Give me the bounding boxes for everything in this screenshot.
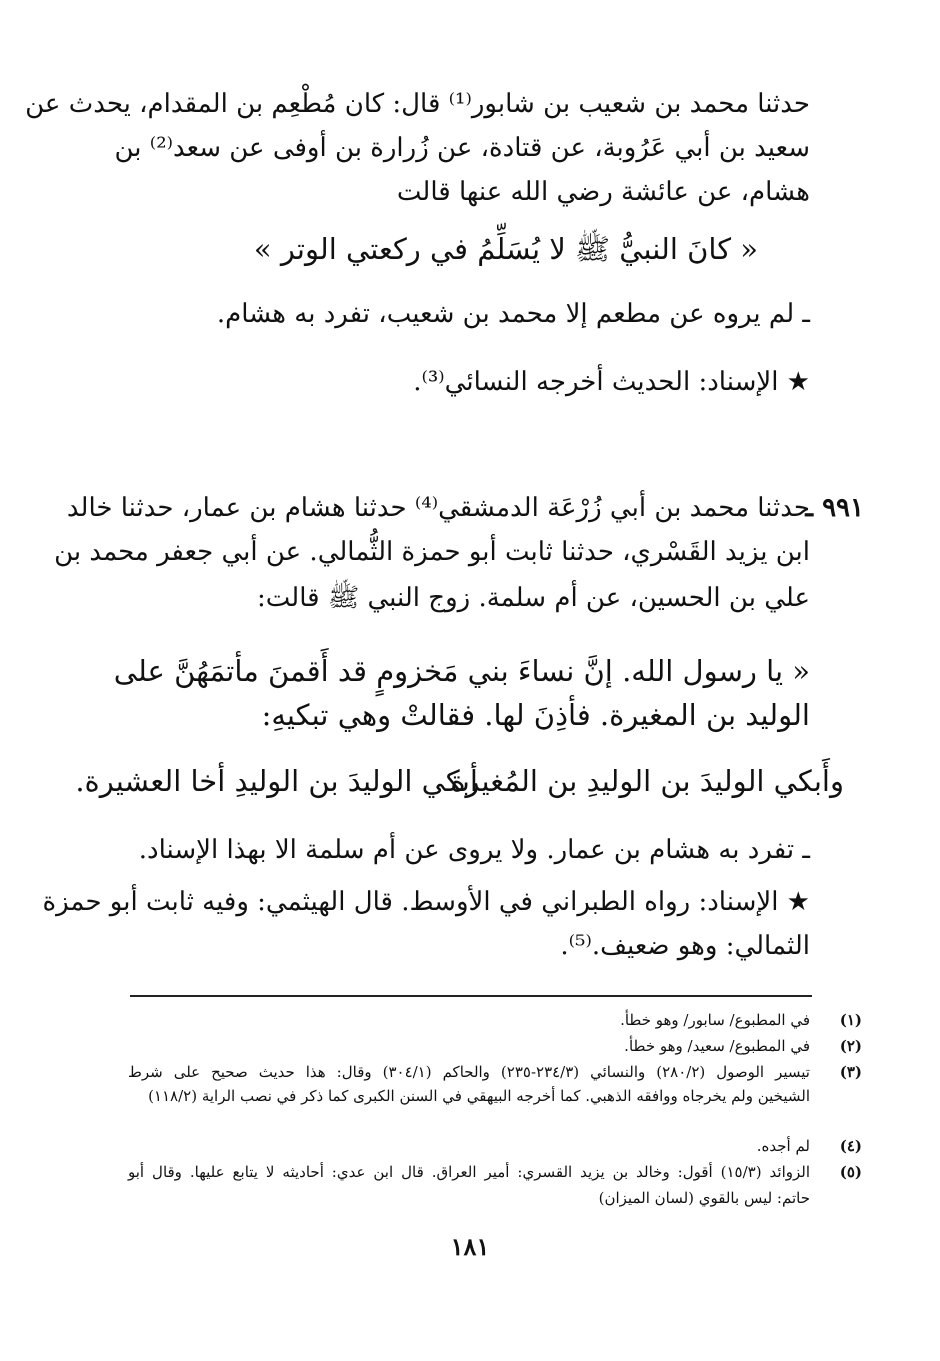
isnad-grading: الثمالي: وهو ضعيف.⁽⁵⁾.	[560, 931, 810, 961]
isnad-line: هشام، عن عائشة رضي الله عنها قالت	[396, 177, 810, 207]
hadith-matn: « كانَ النبيُّ ﷺ لا يُسَلِّمُ في ركعتي الوتر »	[253, 232, 758, 266]
footnote-mark: (٣)	[839, 1063, 862, 1081]
footnote-separator	[130, 995, 812, 997]
hadith-matn-line: « يا رسول الله. إنَّ نساءَ بني مَخزومٍ قد أَقمنَ مأتمَهُنَّ على	[113, 654, 810, 688]
footnote-text: الشيخين ولم يخرجاه ووافقه الذهبي. كما أخرجه البيهقي في السنن الكبرى كما ذكر في نصب الراية (١١٨/٢)	[148, 1087, 810, 1105]
footnote-text: حاتم: ليس بالقوي (لسان الميزان)	[598, 1189, 810, 1207]
isnad-line: ابن يزيد القَسْري، حدثنا ثابت أبو حمزة الثُّمالي. عن أبي جعفر محمد بن	[54, 537, 810, 567]
hadith-number: ٩٩١ ـ	[805, 493, 864, 523]
hadith-matn-line: الوليد بن المغيرة. فأذِنَ لها. فقالتْ وهي تبكيهِ:	[261, 698, 810, 732]
footnote-text: لم أجده.	[756, 1137, 810, 1155]
footnote-mark: (١)	[839, 1011, 862, 1029]
footnote-text: الزوائد (١٥/٣) أقول: وخالد بن يزيد القسري: أمير العراق. قال ابن عدي: أحاديثه لا يتابع عليها. وقال أبو	[128, 1163, 811, 1181]
hadith-note: ـ تفرد به هشام بن عمار. ولا يروى عن أم سلمة الا بهذا الإسناد.	[138, 835, 810, 865]
poem-hemistich-right: وأَبكي الوليدَ بن الوليدِ بن المُغيرة	[450, 764, 844, 798]
footnote-text: في المطبوع/ سابور/ وهو خطأ.	[620, 1011, 810, 1029]
poem-hemistich-left: أبكي الوليدَ بن الوليدِ أخا العشيرة.	[75, 764, 478, 798]
footnote-text: تيسير الوصول (٢٨٠/٢) والنسائي (٢٣٤/٣-٢٣٥) والحاكم (٣٠٤/١) وقال: هذا حديث صحيح على شرط	[128, 1063, 810, 1081]
footnote-text: في المطبوع/ سعيد/ وهو خطأ.	[624, 1037, 810, 1055]
footnote-mark: (٥)	[839, 1163, 862, 1181]
isnad-line: حدثنا محمد بن شعيب بن شابور⁽¹⁾ قال: كان مُطْعِم بن المقدام، يحدث عن	[25, 89, 810, 119]
page-number: ١٨١	[450, 1232, 490, 1261]
isnad-line: حدثنا محمد بن أبي زُرْعَة الدمشقي⁽⁴⁾ حدثنا هشام بن عمار، حدثنا خالد	[66, 493, 810, 523]
footnote-mark: (٤)	[839, 1137, 862, 1155]
isnad-grading: ★ الإسناد: الحديث أخرجه النسائي⁽³⁾.	[413, 367, 810, 397]
isnad-line: علي بن الحسين، عن أم سلمة. زوج النبي ﷺ قالت:	[257, 583, 810, 613]
isnad-line: سعيد بن أبي عَرُوبة، عن قتادة، عن زُرارة بن أوفى عن سعد⁽²⁾ بن	[114, 133, 810, 163]
hadith-note: ـ لم يروه عن مطعم إلا محمد بن شعيب، تفرد به هشام.	[216, 299, 810, 329]
footnote-mark: (٢)	[839, 1037, 862, 1055]
isnad-grading: ★ الإسناد: رواه الطبراني في الأوسط. قال الهيثمي: وفيه ثابت أبو حمزة	[42, 887, 810, 917]
